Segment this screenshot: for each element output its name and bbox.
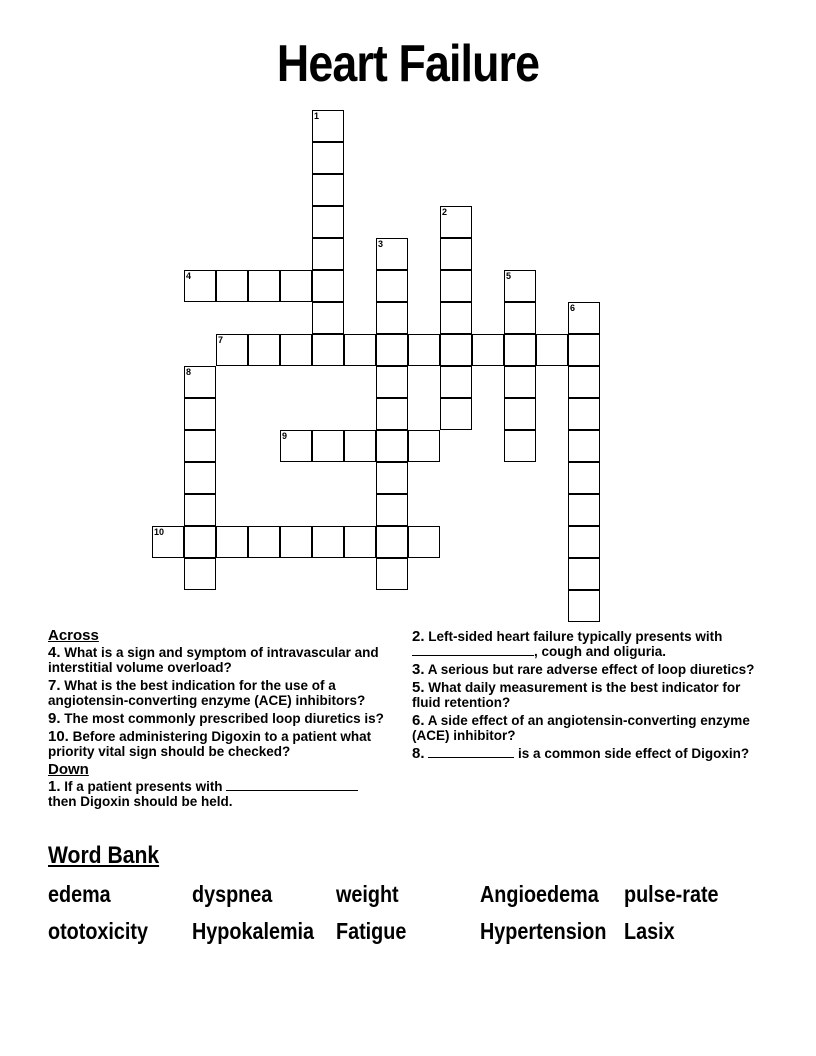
clue-down-3: 3. A serious but rare adverse effect of loop diuretics?: [412, 661, 755, 678]
crossword-cell[interactable]: [440, 334, 472, 366]
clues-left-column: [48, 628, 393, 812]
crossword-cell[interactable]: [312, 110, 344, 142]
crossword-cell[interactable]: [504, 430, 536, 462]
word-bank-word: ototoxicity: [48, 918, 149, 944]
clue-number-label: 1: [314, 111, 320, 121]
crossword-cell[interactable]: [504, 398, 536, 430]
crossword-cell[interactable]: [440, 398, 472, 430]
crossword-cell[interactable]: [248, 526, 280, 558]
crossword-cell[interactable]: [312, 142, 344, 174]
clue-down-8: 8. is a common side effect of Digoxin?: [412, 745, 750, 762]
crossword-cell[interactable]: [504, 366, 536, 398]
crossword-cell[interactable]: [568, 462, 600, 494]
crossword-cell[interactable]: [312, 270, 344, 302]
crossword-cell[interactable]: [280, 526, 312, 558]
crossword-cell[interactable]: [344, 526, 376, 558]
crossword-cell[interactable]: [568, 494, 600, 526]
answer-blank: [226, 779, 358, 791]
crossword-cell[interactable]: [376, 270, 408, 302]
word-bank-word: Angioedema: [480, 881, 599, 907]
crossword-cell[interactable]: [440, 302, 472, 334]
crossword-cell[interactable]: [312, 238, 344, 270]
crossword-cell[interactable]: [184, 494, 216, 526]
crossword-cell[interactable]: [344, 430, 376, 462]
clue-down-1: 1. If a patient presents with then Digoxin should be held.: [48, 779, 393, 809]
clue-number-label: 4: [186, 271, 192, 281]
word-bank-word: weight: [336, 881, 399, 907]
word-bank-word: Fatigue: [336, 918, 407, 944]
word-bank-word: pulse-rate: [624, 881, 719, 907]
clue-down-6: 6. A side effect of an angiotensin-converting enzyme (ACE) inhibitor?: [412, 712, 750, 743]
crossword-cell[interactable]: [312, 430, 344, 462]
crossword-cell[interactable]: [376, 334, 408, 366]
clue-across-7: 7. What is the best indication for the use of a angiotensin-converting enzyme (ACE) inhibitors?: [48, 677, 366, 708]
clue-number-label: 2: [442, 207, 448, 217]
crossword-cell[interactable]: [568, 590, 600, 622]
crossword-cell[interactable]: [408, 430, 440, 462]
crossword-cell[interactable]: [376, 494, 408, 526]
crossword-cell[interactable]: [440, 238, 472, 270]
crossword-cell[interactable]: [376, 238, 408, 270]
crossword-cell[interactable]: [568, 558, 600, 590]
crossword-cell[interactable]: [312, 174, 344, 206]
crossword-cell[interactable]: [568, 430, 600, 462]
clue-number-label: 3: [378, 239, 384, 249]
crossword-cell[interactable]: [376, 398, 408, 430]
crossword-cell[interactable]: [568, 334, 600, 366]
crossword-cell[interactable]: [248, 334, 280, 366]
crossword-cell[interactable]: [280, 430, 312, 462]
crossword-cell[interactable]: [376, 302, 408, 334]
clue-number-label: 10: [154, 527, 165, 537]
crossword-cell[interactable]: [504, 270, 536, 302]
clue-number-label: 6: [570, 303, 576, 313]
crossword-cell[interactable]: [472, 334, 504, 366]
crossword-cell[interactable]: [184, 398, 216, 430]
clue-across-10: 10. Before administering Digoxin to a patient what priority vital sign should be checked?: [48, 728, 372, 759]
clue-number-label: 9: [282, 431, 288, 441]
clue-across-4: 4. What is a sign and symptom of intravascular and interstitial volume overload?: [48, 644, 379, 675]
crossword-cell[interactable]: [376, 430, 408, 462]
crossword-cell[interactable]: [440, 206, 472, 238]
answer-blank: [412, 644, 534, 656]
crossword-cell[interactable]: [568, 302, 600, 334]
crossword-cell[interactable]: [376, 558, 408, 590]
clue-across-9: 9. The most commonly prescribed loop diuretics is?: [48, 710, 384, 727]
crossword-cell[interactable]: [152, 526, 184, 558]
word-bank-word: Hypertension: [480, 918, 607, 944]
word-bank-word: edema: [48, 881, 111, 907]
crossword-cell[interactable]: [536, 334, 568, 366]
crossword-cell[interactable]: [248, 270, 280, 302]
crossword-cell[interactable]: [184, 462, 216, 494]
clue-down-2: 2. Left-sided heart failure typically presents with , cough and oliguria.: [412, 628, 723, 659]
word-bank-word: Lasix: [624, 918, 675, 944]
crossword-cell[interactable]: [408, 526, 440, 558]
crossword-cell[interactable]: [184, 558, 216, 590]
page-title: Heart Failure: [276, 35, 540, 93]
crossword-cell[interactable]: [376, 366, 408, 398]
crossword-cell[interactable]: [568, 398, 600, 430]
crossword-cell[interactable]: [568, 366, 600, 398]
word-bank-word: dyspnea: [192, 881, 273, 907]
crossword-cell[interactable]: [184, 430, 216, 462]
crossword-cell[interactable]: [312, 206, 344, 238]
word-bank-word: Hypokalemia: [192, 918, 315, 944]
crossword-cell[interactable]: [568, 526, 600, 558]
crossword-cell[interactable]: [312, 526, 344, 558]
answer-blank: [428, 746, 514, 758]
crossword-cell[interactable]: [408, 334, 440, 366]
crossword-cell[interactable]: [440, 270, 472, 302]
crossword-cell[interactable]: [280, 334, 312, 366]
crossword-cell[interactable]: [184, 526, 216, 558]
crossword-cell[interactable]: [216, 270, 248, 302]
word-bank-title: Word Bank: [48, 842, 160, 869]
crossword-cell[interactable]: [216, 526, 248, 558]
crossword-cell[interactable]: [504, 334, 536, 366]
across-heading: Across: [48, 627, 99, 644]
crossword-cell[interactable]: [312, 302, 344, 334]
crossword-cell[interactable]: [280, 270, 312, 302]
crossword-cell[interactable]: [344, 334, 376, 366]
clue-down-5: 5. What daily measurement is the best indicator for fluid retention?: [412, 679, 741, 710]
crossword-cell[interactable]: [504, 302, 536, 334]
clue-number-label: 8: [186, 367, 192, 377]
crossword-cell[interactable]: [376, 526, 408, 558]
crossword-cell[interactable]: [184, 366, 216, 398]
crossword-cell[interactable]: [184, 270, 216, 302]
down-heading: Down: [48, 761, 89, 778]
crossword-cell[interactable]: [216, 334, 248, 366]
clues-right-column: [412, 629, 757, 764]
crossword-cell[interactable]: [440, 366, 472, 398]
crossword-cell[interactable]: [312, 334, 344, 366]
crossword-cell[interactable]: [376, 462, 408, 494]
clue-number-label: 7: [218, 335, 224, 345]
clue-number-label: 5: [506, 271, 512, 281]
